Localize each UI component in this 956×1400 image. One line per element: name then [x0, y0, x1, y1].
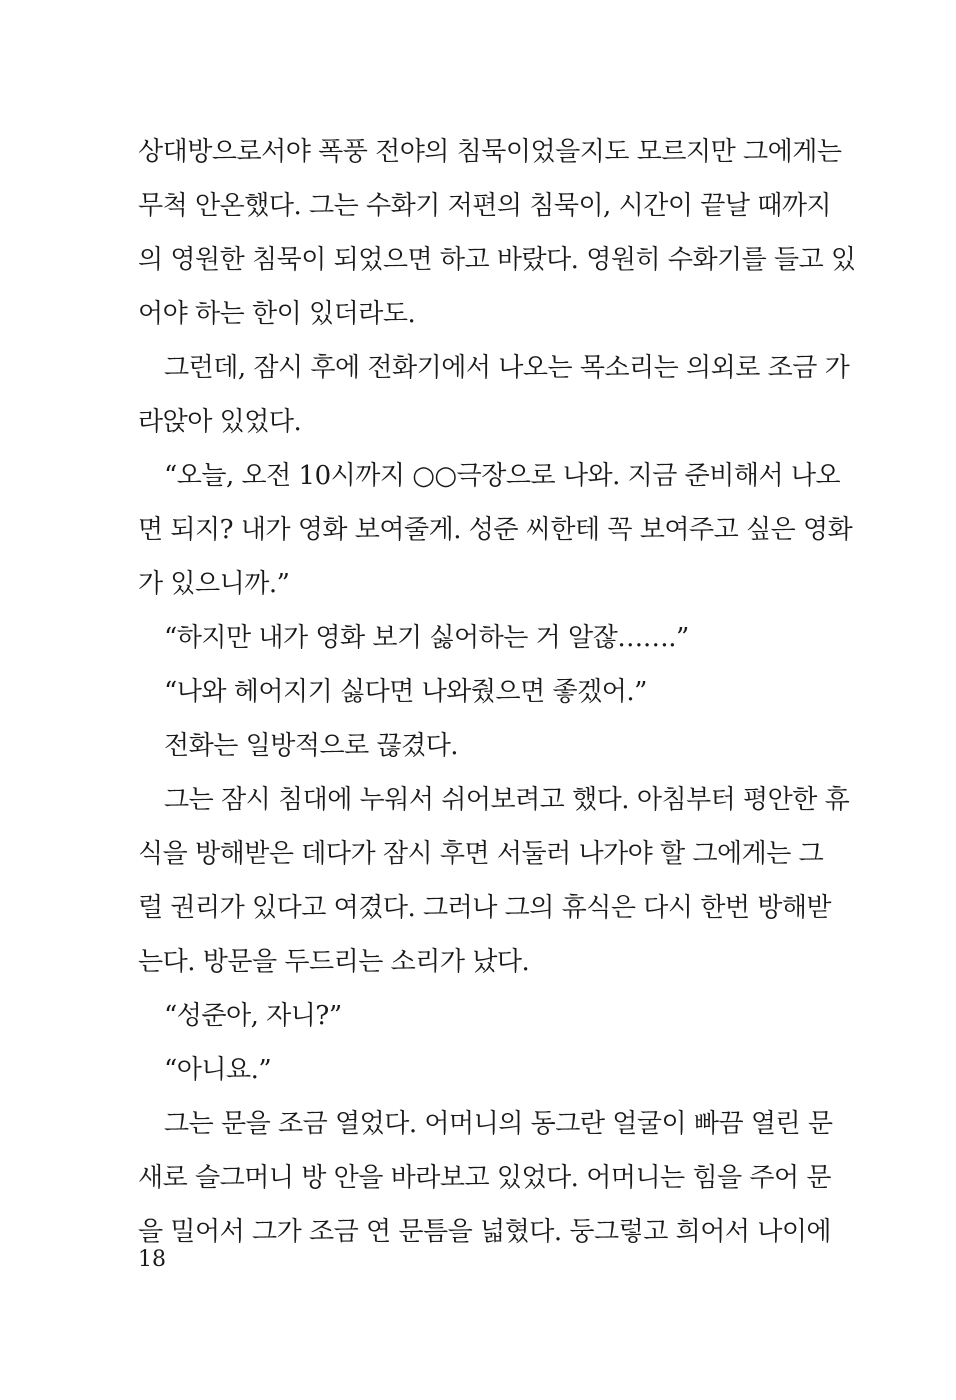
- text-line: 럴 권리가 있다고 여겼다. 그러나 그의 휴식은 다시 한번 방해받: [138, 893, 832, 923]
- text-line: “오늘, 오전 10시까지 ○○극장으로 나와. 지금 준비해서 나오: [164, 461, 841, 491]
- text-line: 라앉아 있었다.: [138, 407, 302, 437]
- text-line: 어야 하는 한이 있더라도.: [138, 299, 416, 329]
- text-line: 그는 문을 조금 열었다. 어머니의 동그란 얼굴이 빠끔 열린 문: [164, 1109, 833, 1139]
- text-line: 새로 슬그머니 방 안을 바라보고 있었다. 어머니는 힘을 주어 문: [138, 1163, 832, 1193]
- text-line: 그런데, 잠시 후에 전화기에서 나오는 목소리는 의외로 조금 가: [164, 353, 850, 383]
- text-line: “성준아, 자니?”: [164, 1001, 342, 1031]
- text-line: 을 밀어서 그가 조금 연 문틈을 넓혔다. 둥그렇고 희어서 나이에: [138, 1217, 832, 1247]
- body-text: [138, 125, 856, 1259]
- text-line: 가 있으니까.”: [138, 569, 290, 599]
- text-line: 는다. 방문을 두드리는 소리가 났다.: [138, 947, 530, 977]
- text-line: 전화는 일방적으로 끊겼다.: [164, 731, 459, 761]
- text-line: 그는 잠시 침대에 누워서 쉬어보려고 했다. 아침부터 평안한 휴: [164, 785, 850, 815]
- text-line: “아니요.”: [164, 1055, 272, 1085]
- page-number: 18: [138, 1247, 166, 1272]
- text-line: 식을 방해받은 데다가 잠시 후면 서둘러 나가야 할 그에게는 그: [138, 839, 824, 869]
- text-line: 면 되지? 내가 영화 보여줄게. 성준 씨한테 꼭 보여주고 싶은 영화: [138, 515, 853, 545]
- text-line: “하지만 내가 영화 보기 싫어하는 거 알잖…….”: [164, 623, 689, 653]
- text-line: 무척 안온했다. 그는 수화기 저편의 침묵이, 시간이 끝날 때까지: [138, 191, 832, 221]
- text-line: “나와 헤어지기 싫다면 나와줬으면 좋겠어.”: [164, 677, 647, 707]
- text-line: 의 영원한 침묵이 되었으면 하고 바랐다. 영원히 수화기를 들고 있: [138, 245, 856, 275]
- text-line: 상대방으로서야 폭풍 전야의 침묵이었을지도 모르지만 그에게는: [138, 137, 842, 167]
